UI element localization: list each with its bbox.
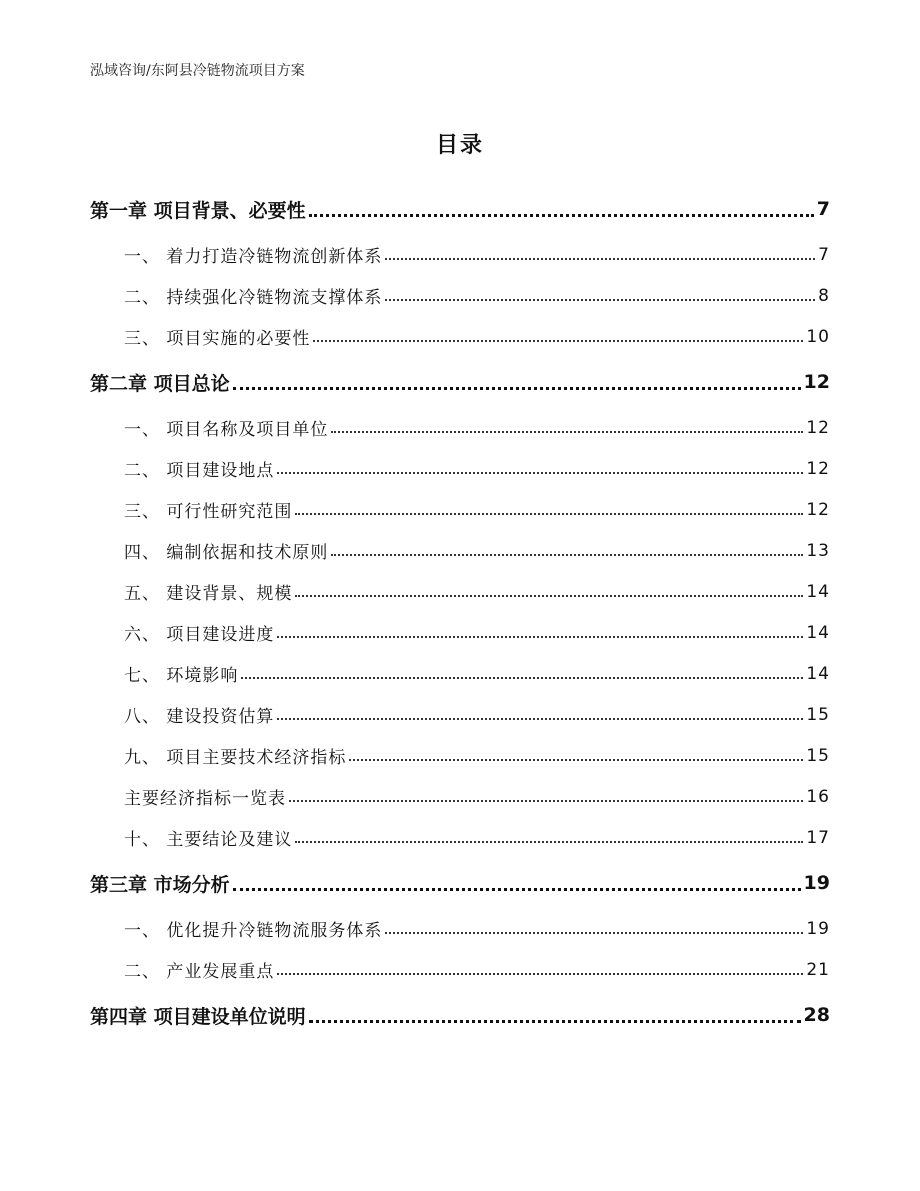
toc-section-entry[interactable] bbox=[90, 275, 830, 316]
toc-chapter-entry[interactable] bbox=[90, 357, 830, 407]
toc-section-entry[interactable] bbox=[90, 776, 830, 817]
toc-entry-page-number: 8 bbox=[818, 285, 830, 306]
toc-entry-page-number: 19 bbox=[806, 918, 830, 939]
toc-entry-label: 十、 主要结论及建议 bbox=[124, 830, 293, 850]
dot-leader bbox=[277, 636, 803, 638]
toc-entry-page-number: 12 bbox=[806, 458, 830, 479]
toc-entry-page-number: 19 bbox=[803, 872, 830, 894]
toc-entry-label: 第四章 项目建设单位说明 bbox=[90, 1005, 306, 1028]
dot-leader bbox=[277, 973, 803, 975]
toc-entry-page-number: 12 bbox=[806, 499, 830, 520]
dot-leader bbox=[331, 431, 803, 433]
toc-entry-label: 一、 优化提升冷链物流服务体系 bbox=[124, 921, 383, 941]
toc-section-entry[interactable] bbox=[90, 612, 830, 653]
toc-entry-page-number: 14 bbox=[806, 622, 830, 643]
toc-entry-page-number: 14 bbox=[806, 663, 830, 684]
dot-leader bbox=[233, 387, 801, 390]
toc-entry-label: 二、 项目建设地点 bbox=[124, 461, 275, 481]
toc-chapter-entry[interactable] bbox=[90, 858, 830, 908]
toc-entry-label: 第三章 市场分析 bbox=[90, 873, 230, 896]
toc-entry-label: 七、 环境影响 bbox=[124, 666, 239, 686]
toc-section-entry[interactable] bbox=[90, 489, 830, 530]
dot-leader bbox=[277, 472, 803, 474]
toc-entry-page-number: 17 bbox=[806, 827, 830, 848]
toc-entry-label: 一、 着力打造冷链物流创新体系 bbox=[124, 247, 383, 267]
toc-entry-page-number: 14 bbox=[806, 581, 830, 602]
dot-leader bbox=[309, 1020, 801, 1023]
toc-entry-label: 四、 编制依据和技术原则 bbox=[124, 543, 329, 563]
toc-entry-label: 主要经济指标一览表 bbox=[124, 789, 286, 809]
toc-section-entry[interactable] bbox=[90, 694, 830, 735]
toc-entry-label: 第一章 项目背景、必要性 bbox=[90, 199, 306, 222]
toc-entry-page-number: 10 bbox=[806, 326, 830, 347]
toc-chapter-entry[interactable] bbox=[90, 184, 830, 234]
toc-section-entry[interactable] bbox=[90, 448, 830, 489]
dot-leader bbox=[385, 258, 815, 260]
toc-entry-label: 二、 持续强化冷链物流支撑体系 bbox=[124, 288, 383, 308]
table-of-contents bbox=[90, 184, 830, 1040]
toc-entry-page-number: 7 bbox=[816, 198, 830, 220]
running-header: 泓域咨询/东阿县冷链物流项目方案 bbox=[90, 63, 305, 79]
dot-leader bbox=[313, 340, 803, 342]
toc-entry-label: 第二章 项目总论 bbox=[90, 372, 230, 395]
dot-leader bbox=[233, 888, 801, 891]
dot-leader bbox=[289, 800, 803, 802]
dot-leader bbox=[295, 513, 803, 515]
dot-leader bbox=[241, 677, 803, 679]
toc-section-entry[interactable] bbox=[90, 735, 830, 776]
toc-entry-label: 三、 项目实施的必要性 bbox=[124, 329, 311, 349]
dot-leader bbox=[331, 554, 803, 556]
dot-leader bbox=[309, 214, 814, 217]
dot-leader bbox=[385, 932, 803, 934]
toc-section-entry[interactable] bbox=[90, 908, 830, 949]
toc-entry-label: 二、 产业发展重点 bbox=[124, 962, 275, 982]
toc-section-entry[interactable] bbox=[90, 653, 830, 694]
toc-entry-label: 八、 建设投资估算 bbox=[124, 707, 275, 727]
dot-leader bbox=[277, 718, 803, 720]
toc-section-entry[interactable] bbox=[90, 234, 830, 275]
toc-entry-label: 一、 项目名称及项目单位 bbox=[124, 420, 329, 440]
toc-section-entry[interactable] bbox=[90, 817, 830, 858]
toc-entry-label: 五、 建设背景、规模 bbox=[124, 584, 293, 604]
toc-section-entry[interactable] bbox=[90, 407, 830, 448]
toc-entry-label: 三、 可行性研究范围 bbox=[124, 502, 293, 522]
toc-entry-page-number: 16 bbox=[806, 786, 830, 807]
toc-entry-page-number: 7 bbox=[818, 244, 830, 265]
toc-section-entry[interactable] bbox=[90, 571, 830, 612]
toc-entry-page-number: 15 bbox=[806, 704, 830, 725]
toc-entry-page-number: 15 bbox=[806, 745, 830, 766]
toc-entry-page-number: 21 bbox=[806, 959, 830, 980]
toc-section-entry[interactable] bbox=[90, 949, 830, 990]
dot-leader bbox=[349, 759, 803, 761]
page-title: 目录 bbox=[435, 133, 484, 158]
dot-leader bbox=[295, 595, 803, 597]
toc-chapter-entry[interactable] bbox=[90, 990, 830, 1040]
toc-entry-label: 九、 项目主要技术经济指标 bbox=[124, 748, 347, 768]
toc-entry-label: 六、 项目建设进度 bbox=[124, 625, 275, 645]
toc-entry-page-number: 28 bbox=[803, 1004, 830, 1026]
toc-entry-page-number: 12 bbox=[806, 417, 830, 438]
toc-entry-page-number: 13 bbox=[806, 540, 830, 561]
dot-leader bbox=[385, 299, 815, 301]
dot-leader bbox=[295, 841, 803, 843]
toc-entry-page-number: 12 bbox=[803, 371, 830, 393]
toc-section-entry[interactable] bbox=[90, 530, 830, 571]
toc-section-entry[interactable] bbox=[90, 316, 830, 357]
